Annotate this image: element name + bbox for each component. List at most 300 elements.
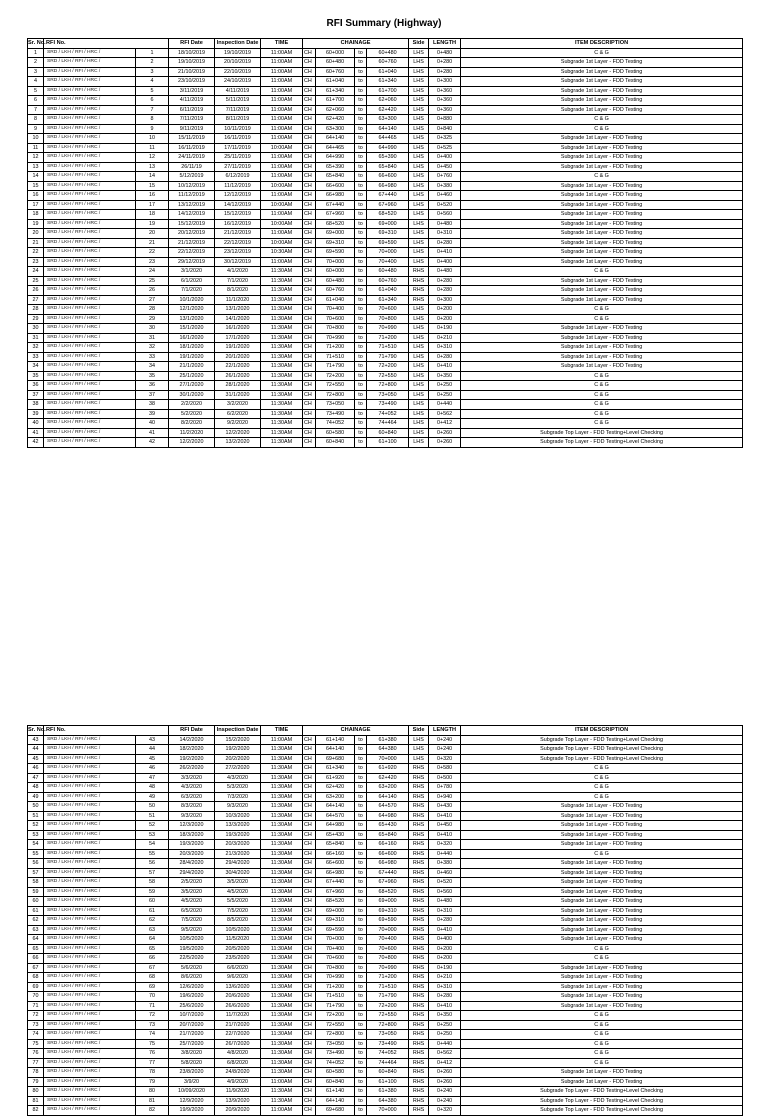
sr-no-cell: 29	[28, 314, 44, 324]
length-cell: 0+562	[429, 409, 461, 419]
chainage-label-cell: CH	[303, 238, 316, 248]
rfi-prefix-cell: SRD / LKH / RFI / HRC /	[44, 371, 136, 381]
rfi-date-cell: 5/6/2020	[169, 963, 215, 973]
item-description-cell: Subgrade 1st Layer - FDD Testing	[461, 925, 743, 935]
rfi-date-cell: 25/6/2020	[169, 1001, 215, 1011]
table-row	[28, 134, 743, 144]
inspection-date-cell: 4/1/2020	[215, 267, 261, 277]
item-description-cell: Subgrade 1st Layer - FDD Testing	[461, 229, 743, 239]
side-cell: RHS	[409, 773, 429, 783]
table-row	[28, 58, 743, 68]
side-cell: LHS	[409, 238, 429, 248]
chainage-from-cell: 73+490	[316, 409, 355, 419]
rfi-number-cell: 23	[136, 257, 169, 267]
rfi-date-cell: 6/11/2019	[169, 105, 215, 115]
inspection-date-cell: 4/5/2020	[215, 887, 261, 897]
sr-no-cell: 27	[28, 295, 44, 305]
inspection-date-cell: 8/5/2020	[215, 916, 261, 926]
length-cell: 0+840	[429, 124, 461, 134]
item-description-cell: Subgrade 1st Layer - FDD Testing	[461, 286, 743, 296]
sr-no-cell: 31	[28, 333, 44, 343]
chainage-to-cell: to	[355, 333, 367, 343]
length-cell: 0+525	[429, 143, 461, 153]
chainage-from-cell: 72+550	[316, 381, 355, 391]
length-cell: 0+250	[429, 390, 461, 400]
rfi-number-cell: 80	[136, 1087, 169, 1097]
table-row	[28, 811, 743, 821]
length-cell: 0+480	[429, 267, 461, 277]
chainage-to-cell: to	[355, 935, 367, 945]
item-description-cell: Subgrade 1st Layer - FDD Testing	[461, 821, 743, 831]
table-row	[28, 400, 743, 410]
table-row	[28, 343, 743, 353]
chainage-from-cell: 62+420	[316, 783, 355, 793]
chainage-from-cell: 69+310	[316, 916, 355, 926]
rfi-date-cell: 29/4/2020	[169, 868, 215, 878]
table-row	[28, 754, 743, 764]
chainage-to-cell: to	[355, 764, 367, 774]
chainage-label-cell: CH	[303, 830, 316, 840]
chainage-from-cell: 65+840	[316, 172, 355, 182]
inspection-date-cell: 16/12/2019	[215, 219, 261, 229]
chainage-to-cell: to	[355, 96, 367, 106]
item-description-cell: C & G	[461, 48, 743, 58]
chainage-end-cell: 69+000	[367, 219, 409, 229]
chainage-end-cell: 70+800	[367, 314, 409, 324]
chainage-from-cell: 72+800	[316, 1030, 355, 1040]
rfi-date-cell: 19/9/2020	[169, 1106, 215, 1116]
rfi-number-cell: 5	[136, 86, 169, 96]
item-description-cell: C & G	[461, 1058, 743, 1068]
chainage-label-cell: CH	[303, 1077, 316, 1087]
chainage-from-cell: 67+440	[316, 878, 355, 888]
table-row	[28, 105, 743, 115]
chainage-end-cell: 61+380	[367, 735, 409, 745]
chainage-end-cell: 71+200	[367, 333, 409, 343]
chainage-from-cell: 60+580	[316, 428, 355, 438]
time-cell: 11:00AM	[261, 1077, 303, 1087]
rfi-number-cell: 4	[136, 77, 169, 87]
chainage-to-cell: to	[355, 238, 367, 248]
chainage-label-cell: CH	[303, 362, 316, 372]
rfi-date-cell: 10/12/2019	[169, 181, 215, 191]
inspection-date-cell: 14/12/2019	[215, 200, 261, 210]
rfi-prefix-cell: SRD / LKH / RFI / HRC /	[44, 352, 136, 362]
length-cell: 0+320	[429, 1106, 461, 1116]
item-description-cell: Subgrade 1st Layer - FDD Testing	[461, 210, 743, 220]
length-cell: 0+580	[429, 764, 461, 774]
chainage-end-cell: 66+600	[367, 849, 409, 859]
inspection-date-cell: 3/2/2020	[215, 400, 261, 410]
side-cell: RHS	[409, 840, 429, 850]
rfi-date-cell: 22/12/2019	[169, 248, 215, 258]
time-cell: 11:00AM	[261, 229, 303, 239]
length-cell: 0+480	[429, 897, 461, 907]
chainage-from-cell: 71+790	[316, 1001, 355, 1011]
rfi-prefix-cell: SRD / LKH / RFI / HRC /	[44, 305, 136, 315]
time-cell: 11:30AM	[261, 963, 303, 973]
sr-no-cell: 52	[28, 821, 44, 831]
side-cell: LHS	[409, 172, 429, 182]
rfi-date-cell: 10/5/2020	[169, 935, 215, 945]
inspection-date-cell: 7/1/2020	[215, 276, 261, 286]
rfi-number-cell: 2	[136, 58, 169, 68]
sr-no-cell: 79	[28, 1077, 44, 1087]
chainage-to-cell: to	[355, 67, 367, 77]
time-cell: 11:00AM	[261, 134, 303, 144]
header-side: Side	[409, 39, 429, 49]
time-cell: 11:00AM	[261, 191, 303, 201]
chainage-label-cell: CH	[303, 314, 316, 324]
time-cell: 11:00AM	[261, 162, 303, 172]
length-cell: 0+350	[429, 1011, 461, 1021]
side-cell: LHS	[409, 257, 429, 267]
rfi-number-cell: 38	[136, 400, 169, 410]
chainage-end-cell: 69+310	[367, 906, 409, 916]
sr-no-cell: 11	[28, 143, 44, 153]
length-cell: 0+412	[429, 1058, 461, 1068]
time-cell: 10:00AM	[261, 200, 303, 210]
chainage-to-cell: to	[355, 792, 367, 802]
chainage-label-cell: CH	[303, 210, 316, 220]
rfi-date-cell: 9/3/2020	[169, 811, 215, 821]
side-cell: LHS	[409, 352, 429, 362]
time-cell: 11:30AM	[261, 811, 303, 821]
side-cell: LHS	[409, 362, 429, 372]
chainage-from-cell: 61+920	[316, 773, 355, 783]
sr-no-cell: 26	[28, 286, 44, 296]
length-cell: 0+410	[429, 248, 461, 258]
header-item-description: ITEM DESCRIPTION	[461, 39, 743, 49]
table-row	[28, 248, 743, 258]
chainage-end-cell: 65+430	[367, 821, 409, 831]
side-cell: LHS	[409, 210, 429, 220]
table-row	[28, 77, 743, 87]
item-description-cell: Subgrade Top Layer - FDD Testing+Level Checking	[461, 745, 743, 755]
item-description-cell: C & G	[461, 314, 743, 324]
chainage-from-cell: 69+000	[316, 906, 355, 916]
chainage-end-cell: 74+052	[367, 409, 409, 419]
rfi-date-cell: 14/2/2020	[169, 735, 215, 745]
sr-no-cell: 32	[28, 343, 44, 353]
sr-no-cell: 18	[28, 210, 44, 220]
sr-no-cell: 22	[28, 248, 44, 258]
table-row	[28, 1096, 743, 1106]
side-cell: RHS	[409, 1020, 429, 1030]
chainage-to-cell: to	[355, 219, 367, 229]
length-cell: 0+310	[429, 982, 461, 992]
chainage-to-cell: to	[355, 400, 367, 410]
item-description-cell: Subgrade Top Layer - FDD Testing+Level Checking	[461, 438, 743, 448]
chainage-label-cell: CH	[303, 343, 316, 353]
chainage-label-cell: CH	[303, 1049, 316, 1059]
sr-no-cell: 58	[28, 878, 44, 888]
chainage-end-cell: 70+000	[367, 754, 409, 764]
rfi-number-cell: 62	[136, 916, 169, 926]
item-description-cell: Subgrade 1st Layer - FDD Testing	[461, 219, 743, 229]
rfi-date-cell: 19/2/2020	[169, 754, 215, 764]
rfi-prefix-cell: SRD / LKH / RFI / HRC /	[44, 792, 136, 802]
rfi-prefix-cell: SRD / LKH / RFI / HRC /	[44, 77, 136, 87]
header-inspection-date: Inspection Date	[215, 726, 261, 736]
length-cell: 0+200	[429, 314, 461, 324]
item-description-cell: Subgrade 1st Layer - FDD Testing	[461, 802, 743, 812]
item-description-cell: C & G	[461, 267, 743, 277]
chainage-end-cell: 61+100	[367, 1077, 409, 1087]
sr-no-cell: 75	[28, 1039, 44, 1049]
table-row	[28, 868, 743, 878]
chainage-end-cell: 73+050	[367, 390, 409, 400]
item-description-cell: Subgrade 1st Layer - FDD Testing	[461, 840, 743, 850]
side-cell: RHS	[409, 992, 429, 1002]
chainage-label-cell: CH	[303, 295, 316, 305]
item-description-cell: C & G	[461, 1039, 743, 1049]
chainage-end-cell: 64+980	[367, 811, 409, 821]
inspection-date-cell: 23/5/2020	[215, 954, 261, 964]
rfi-number-cell: 43	[136, 735, 169, 745]
chainage-from-cell: 74+052	[316, 419, 355, 429]
chainage-from-cell: 71+510	[316, 992, 355, 1002]
time-cell: 11:00AM	[261, 67, 303, 77]
table-row	[28, 840, 743, 850]
time-cell: 11:30AM	[261, 1087, 303, 1097]
rfi-number-cell: 55	[136, 849, 169, 859]
inspection-date-cell: 21/7/2020	[215, 1020, 261, 1030]
chainage-to-cell: to	[355, 745, 367, 755]
side-cell: RHS	[409, 1001, 429, 1011]
table-row	[28, 428, 743, 438]
table-row	[28, 191, 743, 201]
chainage-from-cell: 60+000	[316, 267, 355, 277]
sr-no-cell: 17	[28, 200, 44, 210]
rfi-date-cell: 21/12/2019	[169, 238, 215, 248]
side-cell: RHS	[409, 954, 429, 964]
chainage-label-cell: CH	[303, 162, 316, 172]
chainage-end-cell: 67+440	[367, 191, 409, 201]
chainage-end-cell: 74+464	[367, 1058, 409, 1068]
rfi-prefix-cell: SRD / LKH / RFI / HRC /	[44, 878, 136, 888]
chainage-from-cell: 70+990	[316, 333, 355, 343]
sr-no-cell: 37	[28, 390, 44, 400]
inspection-date-cell: 30/12/2019	[215, 257, 261, 267]
sr-no-cell: 20	[28, 229, 44, 239]
time-cell: 11:30AM	[261, 830, 303, 840]
chainage-label-cell: CH	[303, 1020, 316, 1030]
item-description-cell: Subgrade 1st Layer - FDD Testing	[461, 1077, 743, 1087]
item-description-cell: Subgrade 1st Layer - FDD Testing	[461, 58, 743, 68]
rfi-number-cell: 24	[136, 267, 169, 277]
table-row	[28, 830, 743, 840]
rfi-date-cell: 11/2/2020	[169, 428, 215, 438]
rfi-prefix-cell: SRD / LKH / RFI / HRC /	[44, 849, 136, 859]
chainage-end-cell: 71+790	[367, 992, 409, 1002]
chainage-end-cell: 69+590	[367, 238, 409, 248]
rfi-prefix-cell: SRD / LKH / RFI / HRC /	[44, 840, 136, 850]
chainage-to-cell: to	[355, 200, 367, 210]
item-description-cell: Subgrade 1st Layer - FDD Testing	[461, 973, 743, 983]
sr-no-cell: 50	[28, 802, 44, 812]
rfi-number-cell: 66	[136, 954, 169, 964]
item-description-cell: Subgrade 1st Layer - FDD Testing	[461, 295, 743, 305]
rfi-prefix-cell: SRD / LKH / RFI / HRC /	[44, 1077, 136, 1087]
chainage-label-cell: CH	[303, 352, 316, 362]
table-row	[28, 1020, 743, 1030]
time-cell: 11:30AM	[261, 868, 303, 878]
time-cell: 11:30AM	[261, 1001, 303, 1011]
sr-no-cell: 61	[28, 906, 44, 916]
time-cell: 11:30AM	[261, 821, 303, 831]
chainage-from-cell: 60+760	[316, 67, 355, 77]
chainage-label-cell: CH	[303, 973, 316, 983]
side-cell: LHS	[409, 115, 429, 125]
rfi-number-cell: 45	[136, 754, 169, 764]
chainage-to-cell: to	[355, 86, 367, 96]
length-cell: 0+240	[429, 1087, 461, 1097]
side-cell: RHS	[409, 887, 429, 897]
rfi-date-cell: 18/10/2019	[169, 48, 215, 58]
time-cell: 11:30AM	[261, 849, 303, 859]
side-cell: LHS	[409, 438, 429, 448]
item-description-cell: Subgrade 1st Layer - FDD Testing	[461, 153, 743, 163]
rfi-number-cell: 48	[136, 783, 169, 793]
rfi-prefix-cell: SRD / LKH / RFI / HRC /	[44, 963, 136, 973]
chainage-end-cell: 61+920	[367, 764, 409, 774]
chainage-end-cell: 71+510	[367, 343, 409, 353]
rfi-number-cell: 14	[136, 172, 169, 182]
inspection-date-cell: 15/2/2020	[215, 735, 261, 745]
time-cell: 10:30AM	[261, 248, 303, 258]
side-cell: LHS	[409, 305, 429, 315]
time-cell: 11:30AM	[261, 267, 303, 277]
rfi-prefix-cell: SRD / LKH / RFI / HRC /	[44, 887, 136, 897]
chainage-to-cell: to	[355, 371, 367, 381]
chainage-end-cell: 62+420	[367, 105, 409, 115]
side-cell: RHS	[409, 821, 429, 831]
sr-no-cell: 60	[28, 897, 44, 907]
rfi-number-cell: 12	[136, 153, 169, 163]
inspection-date-cell: 21/3/2020	[215, 849, 261, 859]
length-cell: 0+190	[429, 324, 461, 334]
inspection-date-cell: 20/1/2020	[215, 352, 261, 362]
time-cell: 11:30AM	[261, 935, 303, 945]
sr-no-cell: 1	[28, 48, 44, 58]
table-row	[28, 925, 743, 935]
rfi-prefix-cell: SRD / LKH / RFI / HRC /	[44, 286, 136, 296]
time-cell: 11:30AM	[261, 859, 303, 869]
table-row	[28, 859, 743, 869]
rfi-prefix-cell: SRD / LKH / RFI / HRC /	[44, 381, 136, 391]
table-row	[28, 821, 743, 831]
time-cell: 11:00AM	[261, 735, 303, 745]
inspection-date-cell: 24/10/2019	[215, 77, 261, 87]
rfi-number-cell: 57	[136, 868, 169, 878]
sr-no-cell: 30	[28, 324, 44, 334]
rfi-date-cell: 6/5/2020	[169, 906, 215, 916]
chainage-from-cell: 72+800	[316, 390, 355, 400]
rfi-date-cell: 24/11/2019	[169, 153, 215, 163]
rfi-prefix-cell: SRD / LKH / RFI / HRC /	[44, 954, 136, 964]
chainage-to-cell: to	[355, 352, 367, 362]
sr-no-cell: 19	[28, 219, 44, 229]
table-row	[28, 96, 743, 106]
rfi-prefix-cell: SRD / LKH / RFI / HRC /	[44, 86, 136, 96]
chainage-to-cell: to	[355, 324, 367, 334]
rfi-prefix-cell: SRD / LKH / RFI / HRC /	[44, 821, 136, 831]
chainage-to-cell: to	[355, 830, 367, 840]
chainage-end-cell: 65+840	[367, 830, 409, 840]
rfi-prefix-cell: SRD / LKH / RFI / HRC /	[44, 764, 136, 774]
chainage-end-cell: 60+480	[367, 267, 409, 277]
sr-no-cell: 67	[28, 963, 44, 973]
inspection-date-cell: 7/3/2020	[215, 792, 261, 802]
table-row	[28, 381, 743, 391]
chainage-label-cell: CH	[303, 333, 316, 343]
time-cell: 11:30AM	[261, 764, 303, 774]
chainage-end-cell: 70+000	[367, 925, 409, 935]
sr-no-cell: 7	[28, 105, 44, 115]
sr-no-cell: 6	[28, 96, 44, 106]
chainage-to-cell: to	[355, 181, 367, 191]
inspection-date-cell: 8/11/2019	[215, 115, 261, 125]
chainage-to-cell: to	[355, 438, 367, 448]
table-row	[28, 878, 743, 888]
chainage-end-cell: 70+600	[367, 305, 409, 315]
time-cell: 11:00AM	[261, 1106, 303, 1116]
rfi-date-cell: 12/1/2020	[169, 305, 215, 315]
table-row	[28, 229, 743, 239]
length-cell: 0+450	[429, 821, 461, 831]
rfi-date-cell: 27/1/2020	[169, 381, 215, 391]
side-cell: LHS	[409, 371, 429, 381]
table-row	[28, 992, 743, 1002]
table-row	[28, 210, 743, 220]
length-cell: 0+300	[429, 295, 461, 305]
time-cell: 11:30AM	[261, 982, 303, 992]
rfi-prefix-cell: SRD / LKH / RFI / HRC /	[44, 153, 136, 163]
inspection-date-cell: 11/1/2020	[215, 295, 261, 305]
table-row	[28, 352, 743, 362]
chainage-end-cell: 67+440	[367, 868, 409, 878]
length-cell: 0+200	[429, 305, 461, 315]
chainage-from-cell: 61+040	[316, 77, 355, 87]
rfi-date-cell: 20/3/2020	[169, 849, 215, 859]
table-row	[28, 802, 743, 812]
length-cell: 0+410	[429, 925, 461, 935]
chainage-end-cell: 68+520	[367, 887, 409, 897]
time-cell: 11:30AM	[261, 314, 303, 324]
inspection-date-cell: 11/9/2020	[215, 1087, 261, 1097]
chainage-end-cell: 64+570	[367, 802, 409, 812]
chainage-end-cell: 62+060	[367, 96, 409, 106]
length-cell: 0+520	[429, 878, 461, 888]
rfi-date-cell: 13/1/2020	[169, 314, 215, 324]
side-cell: RHS	[409, 830, 429, 840]
chainage-label-cell: CH	[303, 96, 316, 106]
table-body-2	[28, 735, 743, 1115]
chainage-end-cell: 63+200	[367, 783, 409, 793]
rfi-prefix-cell: SRD / LKH / RFI / HRC /	[44, 992, 136, 1002]
chainage-to-cell: to	[355, 343, 367, 353]
table-row	[28, 371, 743, 381]
sr-no-cell: 59	[28, 887, 44, 897]
item-description-cell: Subgrade 1st Layer - FDD Testing	[461, 352, 743, 362]
time-cell: 11:30AM	[261, 381, 303, 391]
rfi-number-cell: 20	[136, 229, 169, 239]
table-row	[28, 887, 743, 897]
chainage-end-cell: 64+380	[367, 745, 409, 755]
side-cell: RHS	[409, 1030, 429, 1040]
chainage-from-cell: 61+700	[316, 96, 355, 106]
